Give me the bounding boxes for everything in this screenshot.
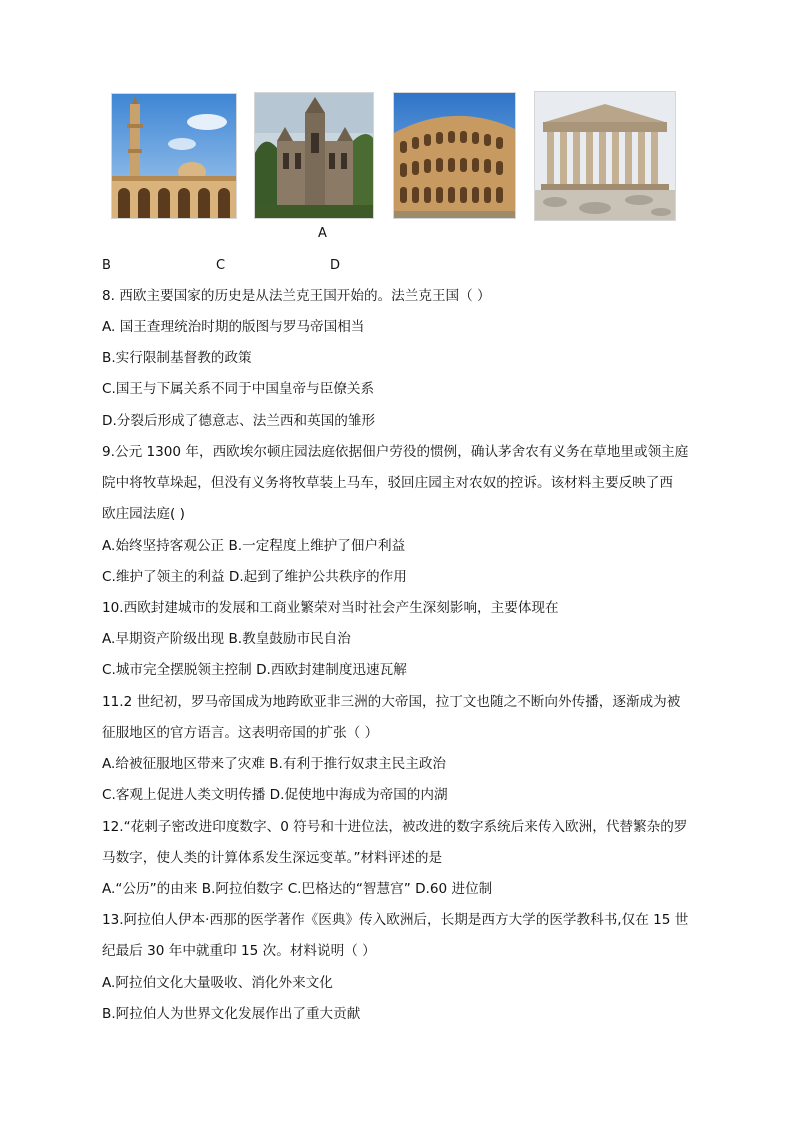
- question-11-stem-line-1: 11.2 世纪初，罗马帝国成为地跨欧亚非三洲的大帝国，拉丁文也随之不断向外传播，逐渐成为被: [102, 694, 681, 710]
- mosque-photo: [111, 93, 237, 219]
- question-11-options-ab: A.给被征服地区带来了灾难 B.有利于推行奴隶主民主政治: [102, 756, 447, 772]
- question-11-options-cd: C.客观上促进人类文明传播 D.促使地中海成为帝国的内湖: [102, 787, 448, 803]
- question-10-stem: 10.西欧封建城市的发展和工商业繁荣对当时社会产生深刻影响，主要体现在: [102, 600, 559, 616]
- question-8-option-b: B.实行限制基督教的政策: [102, 350, 252, 366]
- question-12-stem-line-2: 马数字，使人类的计算体系发生深远变革。”材料评述的是: [102, 850, 443, 866]
- question-9-stem-line-3: 欧庄园法庭( ): [102, 506, 185, 522]
- image-label-a: A: [318, 226, 327, 241]
- question-12-options: A.“公历”的由来 B.阿拉伯数字 C.巴格达的“智慧宫” D.60 进位制: [102, 881, 493, 897]
- gothic-church-photo: [254, 92, 374, 219]
- question-9-options-ab: A.始终坚持客观公正 B.一定程度上维护了佃户利益: [102, 538, 406, 554]
- question-9-options-cd: C.维护了领主的利益 D.起到了维护公共秩序的作用: [102, 569, 407, 585]
- question-13-stem-line-1: 13.阿拉伯人伊本·西那的医学著作《医典》传入欧洲后，长期是西方大学的医学教科书,仅在 15 世: [102, 912, 689, 928]
- image-label-c: C: [216, 258, 226, 273]
- question-11-stem-line-2: 征服地区的官方语言。这表明帝国的扩张（ ）: [102, 725, 379, 741]
- question-13-stem-line-2: 纪最后 30 年中就重印 15 次。材料说明（ ）: [102, 943, 376, 959]
- question-8-option-d: D.分裂后形成了德意志、法兰西和英国的雏形: [102, 413, 376, 429]
- question-10-options-cd: C.城市完全摆脱领主控制 D.西欧封建制度迅速瓦解: [102, 662, 407, 678]
- question-8-stem: 8. 西欧主要国家的历史是从法兰克王国开始的。法兰克王国（ ）: [102, 288, 491, 304]
- parthenon-photo: [534, 91, 676, 221]
- question-9-stem-line-1: 9.公元 1300 年，西欧埃尔顿庄园法庭依据佃户劳役的惯例，确认茅舍农有义务在草地里或领主庭: [102, 444, 689, 460]
- colosseum-photo: [393, 92, 516, 219]
- question-8-option-a: A. 国王查理统治时期的版图与罗马帝国相当: [102, 319, 365, 335]
- question-8-option-c: C.国王与下属关系不同于中国皇帝与臣僚关系: [102, 381, 375, 397]
- image-label-d: D: [330, 258, 341, 273]
- question-13-option-a: A.阿拉伯文化大量吸收、消化外来文化: [102, 975, 333, 991]
- question-12-stem-line-1: 12.“花剌子密改进印度数字、0 符号和十进位法，被改进的数字系统后来传入欧洲，代替繁杂的罗: [102, 819, 688, 835]
- question-9-stem-line-2: 院中将牧草垛起，但没有义务将牧草装上马车，驳回庄园主对农奴的控诉。该材料主要反映了西: [102, 475, 673, 491]
- question-10-options-ab: A.早期资产阶级出现 B.教皇鼓励市民自治: [102, 631, 351, 647]
- image-label-b: B: [102, 258, 111, 273]
- question-13-option-b: B.阿拉伯人为世界文化发展作出了重大贡献: [102, 1006, 361, 1022]
